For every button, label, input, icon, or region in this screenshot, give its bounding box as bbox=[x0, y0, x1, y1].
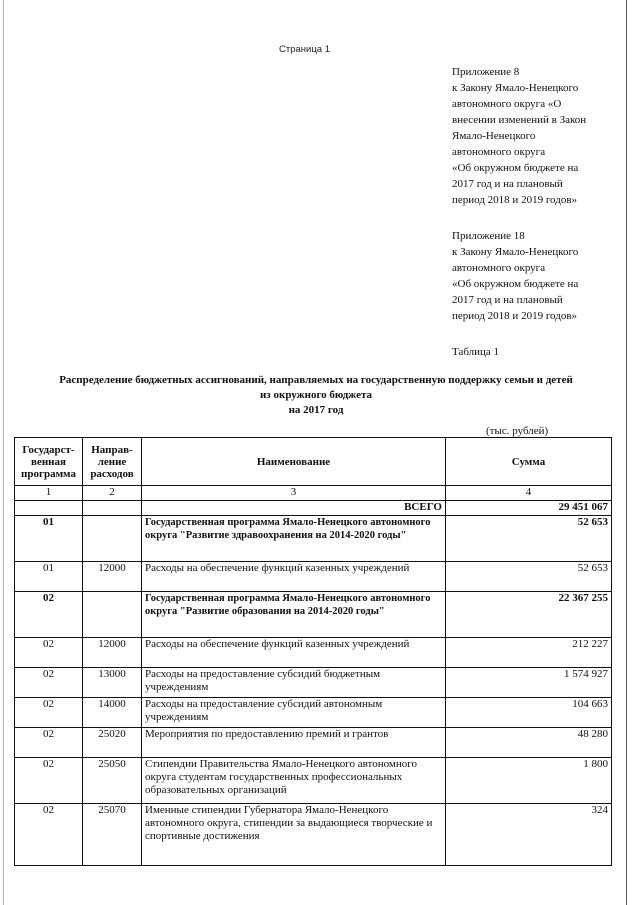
appendix-18-line: «Об окружном бюджете на bbox=[452, 278, 579, 290]
name-cell: Расходы на обеспечение функций казенных учреждений bbox=[142, 638, 446, 668]
total-label: ВСЕГО bbox=[142, 501, 446, 516]
table-row bbox=[15, 592, 612, 638]
appendix-18-line: период 2018 и 2019 годов» bbox=[452, 310, 578, 322]
appendix-18-line: Приложение 18 bbox=[452, 230, 525, 242]
total-sum: 29 451 067 bbox=[446, 501, 612, 516]
sum-cell: 212 227 bbox=[446, 638, 612, 668]
appendix-18-line: 2017 год и на плановый bbox=[452, 294, 563, 306]
table-row bbox=[15, 698, 612, 728]
appendix-18-block bbox=[452, 228, 622, 324]
program-code-cell: 02 bbox=[15, 592, 83, 638]
header-program-line: программа bbox=[21, 467, 76, 480]
sum-cell: 104 663 bbox=[446, 698, 612, 728]
appendix-8-line: период 2018 и 2019 годов» bbox=[452, 194, 578, 206]
table-row bbox=[15, 638, 612, 668]
scan-edge-left bbox=[3, 0, 4, 905]
column-number: 4 bbox=[446, 486, 612, 501]
program-code-cell: 01 bbox=[15, 562, 83, 592]
column-number: 1 bbox=[15, 486, 83, 501]
budget-table bbox=[14, 437, 612, 866]
sum-cell: 52 653 bbox=[446, 516, 612, 562]
name-cell: Государственная программа Ямало-Ненецкого автономного округа "Развитие образования на 2014-2020 годы" bbox=[142, 592, 446, 638]
appendix-8-line: к Закону Ямало-Ненецкого bbox=[452, 82, 579, 94]
appendix-18-line: к Закону Ямало-Ненецкого bbox=[452, 246, 579, 258]
appendix-8-block bbox=[452, 64, 622, 208]
scan-edge-right bbox=[626, 0, 627, 905]
program-code-cell: 02 bbox=[15, 638, 83, 668]
header-direction-line: расходов bbox=[90, 467, 134, 480]
table-row bbox=[15, 516, 612, 562]
table-row bbox=[15, 668, 612, 698]
sum-cell: 48 280 bbox=[446, 728, 612, 758]
header-program-line: Государст- bbox=[22, 443, 75, 456]
sum-cell: 52 653 bbox=[446, 562, 612, 592]
units-label: (тыс. рублей) bbox=[486, 425, 549, 437]
appendix-18-line: автономного округа bbox=[452, 262, 546, 274]
name-cell: Мероприятия по предоставлению премий и грантов bbox=[142, 728, 446, 758]
document-title-line: Распределение бюджетных ассигнований, направляемых на государственную поддержку семьи и детей bbox=[59, 374, 573, 386]
name-cell: Государственная программа Ямало-Ненецкого автономного округа "Развитие здравоохранения на 2014-2020 годы" bbox=[142, 516, 446, 562]
appendix-8-line: автономного округа «О bbox=[452, 98, 562, 110]
appendix-8-line: внесении изменений в Закон bbox=[452, 114, 587, 126]
header-name: Наименование bbox=[142, 438, 446, 486]
total-direction-cell bbox=[83, 501, 142, 516]
document-title-line: из окружного бюджета bbox=[259, 389, 373, 401]
sum-cell: 1 800 bbox=[446, 758, 612, 804]
appendix-8-line: Ямало-Ненецкого bbox=[452, 130, 536, 142]
name-cell: Стипендии Правительства Ямало-Ненецкого автономного округа студентам государственных профессиональных образовательных организаций bbox=[142, 758, 446, 804]
total-program-cell bbox=[15, 501, 83, 516]
name-cell: Расходы на обеспечение функций казенных учреждений bbox=[142, 562, 446, 592]
direction-code-cell bbox=[83, 516, 142, 562]
name-cell: Именные стипендии Губернатора Ямало-Ненецкого автономного округа, стипендии за выдающиеся творческие и спортивные достижения bbox=[142, 804, 446, 866]
appendix-8-line: «Об окружном бюджете на bbox=[452, 162, 579, 174]
program-code-cell: 02 bbox=[15, 758, 83, 804]
direction-code-cell: 14000 bbox=[83, 698, 142, 728]
appendix-8-line: автономного округа bbox=[452, 146, 546, 158]
direction-code-cell: 25020 bbox=[83, 728, 142, 758]
program-code-cell: 02 bbox=[15, 698, 83, 728]
header-program bbox=[15, 438, 83, 486]
appendix-8-line: 2017 год и на плановый bbox=[452, 178, 563, 190]
column-number: 3 bbox=[142, 486, 446, 501]
document-title bbox=[14, 373, 618, 418]
header-sum: Сумма bbox=[446, 438, 612, 486]
column-number-row bbox=[15, 486, 612, 501]
table-header-row bbox=[15, 438, 612, 486]
table-label: Таблица 1 bbox=[452, 346, 500, 358]
direction-code-cell: 13000 bbox=[83, 668, 142, 698]
table-row bbox=[15, 562, 612, 592]
sum-cell: 22 367 255 bbox=[446, 592, 612, 638]
program-code-cell: 02 bbox=[15, 668, 83, 698]
total-row bbox=[15, 501, 612, 516]
program-code-cell: 02 bbox=[15, 728, 83, 758]
header-program-line: венная bbox=[31, 455, 66, 468]
direction-code-cell: 25050 bbox=[83, 758, 142, 804]
page-label: Страница 1 bbox=[279, 44, 330, 55]
direction-code-cell bbox=[83, 592, 142, 638]
table-row bbox=[15, 758, 612, 804]
name-cell: Расходы на предоставление субсидий автономным учреждениям bbox=[142, 698, 446, 728]
direction-code-cell: 12000 bbox=[83, 562, 142, 592]
header-direction-line: Направ- bbox=[91, 443, 133, 456]
table-row bbox=[15, 728, 612, 758]
sum-cell: 1 574 927 bbox=[446, 668, 612, 698]
appendix-8-line: Приложение 8 bbox=[452, 66, 520, 78]
name-cell: Расходы на предоставление субсидий бюджетным учреждениям bbox=[142, 668, 446, 698]
direction-code-cell: 25070 bbox=[83, 804, 142, 866]
document-title-line: на 2017 год bbox=[288, 404, 344, 416]
table-row bbox=[15, 804, 612, 866]
header-direction-line: ление bbox=[97, 455, 127, 468]
program-code-cell: 01 bbox=[15, 516, 83, 562]
direction-code-cell: 12000 bbox=[83, 638, 142, 668]
column-number: 2 bbox=[83, 486, 142, 501]
header-direction bbox=[83, 438, 142, 486]
program-code-cell: 02 bbox=[15, 804, 83, 866]
sum-cell: 324 bbox=[446, 804, 612, 866]
